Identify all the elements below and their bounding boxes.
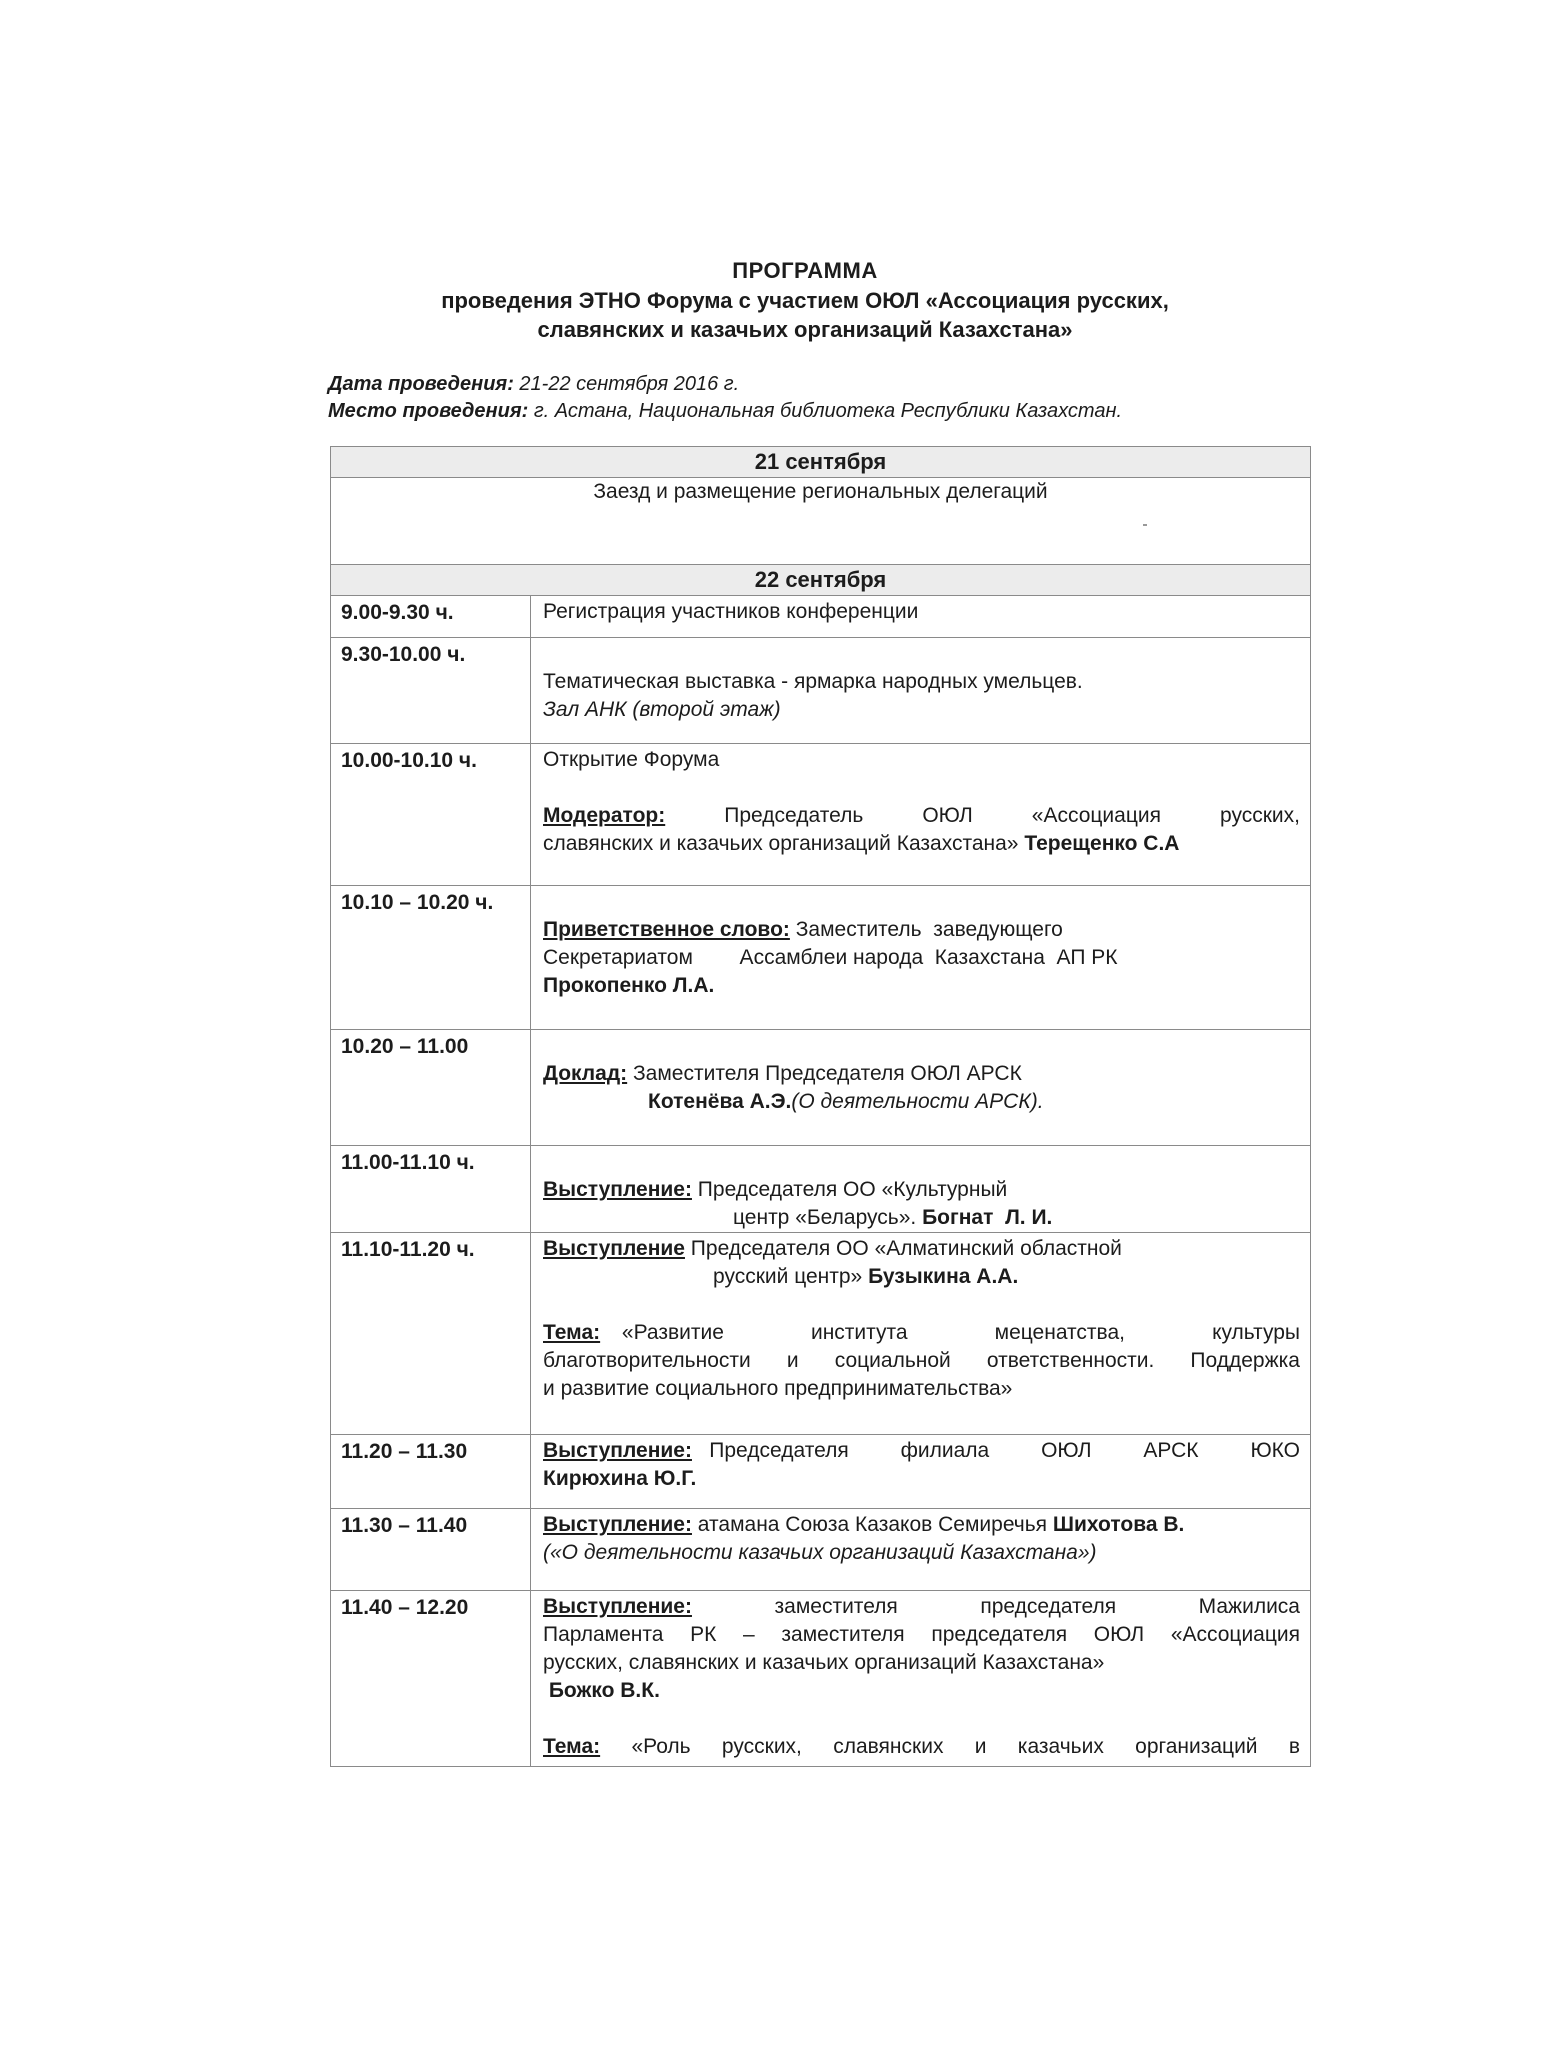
row-description <box>531 1146 1311 1233</box>
speaker-name: Терещенко С.А <box>1024 832 1180 855</box>
program-row <box>331 638 1311 744</box>
day1-title: 21 сентября <box>331 447 1311 478</box>
speaker-name: Прокопенко Л.А. <box>543 974 715 997</box>
speaker-name: Кирюхина Ю.Г. <box>543 1467 697 1490</box>
place-label: Место проведения: <box>328 400 529 422</box>
row-description <box>531 596 1311 638</box>
row-role-label: Выступление: <box>543 1513 692 1536</box>
program-row <box>331 1591 1311 1767</box>
day-header-row <box>331 565 1311 596</box>
row-description <box>531 886 1311 1030</box>
speaker-name: Бузыкина А.А. <box>868 1265 1019 1288</box>
row-location: Зал АНК (второй этаж) <box>543 698 781 721</box>
row-description <box>531 1509 1311 1591</box>
program-row <box>331 886 1311 1030</box>
subtitle-line-2: славянских и казачьих организаций Казахстана» <box>537 317 1073 342</box>
row-text: Председатель ОЮЛ «Ассоциация русских, <box>665 804 1300 827</box>
row-topic: «Развитие института меценатства, культуры <box>600 1321 1300 1344</box>
row-role-label: Выступление: <box>543 1178 692 1201</box>
row-note: (О деятельности АРСК). <box>791 1090 1044 1113</box>
speaker-name: Божко В.К. <box>543 1679 660 1702</box>
day2-title: 22 сентября <box>331 565 1311 596</box>
row-note: («О деятельности казачьих организаций Казахстана») <box>543 1541 1097 1564</box>
row-text: Тематическая выставка - ярмарка народных умельцев. <box>543 670 1083 693</box>
row-text: Открытие Форума <box>543 748 720 771</box>
row-topic: и развитие социального предпринимательства» <box>543 1377 1013 1400</box>
row-text: Председателя ОО «Культурный <box>691 1178 1008 1201</box>
row-time: 9.30-10.00 ч. <box>331 638 531 744</box>
program-row <box>331 1146 1311 1233</box>
row-description <box>531 1591 1311 1767</box>
program-table <box>330 446 1311 1767</box>
row-role-label: Выступление <box>543 1237 685 1260</box>
row-topic-label: Тема: <box>543 1735 601 1758</box>
row-description <box>531 1030 1311 1146</box>
row-topic: «Роль русских, славянских и казачьих организаций в <box>600 1735 1300 1758</box>
program-row <box>331 1509 1311 1591</box>
row-time: 10.00-10.10 ч. <box>331 744 531 886</box>
subtitle-line-1: проведения ЭТНО Форума с участием ОЮЛ «Ассоциация русских, <box>441 288 1169 313</box>
place-value: г. Астана, Национальная библиотека Республики Казахстан. <box>528 400 1123 422</box>
arrival-text: Заезд и размещение региональных делегаций <box>331 478 1311 565</box>
row-time: 10.10 – 10.20 ч. <box>331 886 531 1030</box>
row-description <box>531 744 1311 886</box>
row-text: Заместителя Председателя ОЮЛ АРСК <box>627 1062 1022 1085</box>
row-description <box>531 638 1311 744</box>
row-text: Секретариатом Ассамблеи народа Казахстана АП РК <box>543 946 1118 969</box>
row-text: атамана Союза Казаков Семиречья <box>691 1513 1053 1536</box>
row-text: Председателя ОО «Алматинский областной <box>684 1237 1122 1260</box>
document-header <box>330 256 1280 344</box>
row-time: 11.20 – 11.30 <box>331 1435 531 1509</box>
row-text: русский центр» <box>713 1265 869 1288</box>
row-text: славянских и казачьих организаций Казахстана» <box>543 832 1025 855</box>
arrival-row <box>331 478 1311 565</box>
program-row <box>331 1233 1311 1435</box>
place-line <box>328 398 1328 425</box>
row-time: 11.30 – 11.40 <box>331 1509 531 1591</box>
row-topic-label: Тема: <box>543 1321 601 1344</box>
date-value: 21-22 сентября 2016 г. <box>513 373 740 395</box>
row-role-label: Приветственное слово: <box>543 918 790 941</box>
row-time: 11.10-11.20 ч. <box>331 1233 531 1435</box>
program-row <box>331 596 1311 638</box>
date-label: Дата проведения: <box>328 373 514 395</box>
row-time: 9.00-9.30 ч. <box>331 596 531 638</box>
row-description <box>531 1435 1311 1509</box>
row-role-label: Доклад: <box>543 1062 628 1085</box>
speaker-name: Богнат Л. И. <box>922 1206 1053 1229</box>
row-text: заместителя председателя Мажилиса <box>691 1595 1300 1618</box>
program-row <box>331 1435 1311 1509</box>
row-role-label: Модератор: <box>543 804 666 827</box>
row-text: Председателя филиала ОЮЛ АРСК ЮКО <box>691 1439 1300 1462</box>
row-description <box>531 1233 1311 1435</box>
row-text: центр «Беларусь». <box>733 1206 923 1229</box>
row-time: 11.00-11.10 ч. <box>331 1146 531 1233</box>
page-title: ПРОГРАММА <box>732 258 878 283</box>
day-header-row <box>331 447 1311 478</box>
date-line <box>328 371 1328 398</box>
event-meta <box>328 371 1328 425</box>
row-text: Парламента РК – заместителя председателя ОЮЛ «Ассоциация <box>543 1623 1300 1646</box>
row-time: 11.40 – 12.20 <box>331 1591 531 1767</box>
row-role-label: Выступление: <box>543 1595 692 1618</box>
row-text: русских, славянских и казачьих организаций Казахстана» <box>543 1651 1105 1674</box>
row-text: Регистрация участников конференции <box>543 600 919 623</box>
row-topic: благотворительности и социальной ответственности. Поддержка <box>543 1349 1300 1372</box>
program-row <box>331 744 1311 886</box>
program-row <box>331 1030 1311 1146</box>
speaker-name: Котенёва А.Э. <box>648 1090 792 1113</box>
row-text: Заместитель заведующего <box>789 918 1063 941</box>
row-time: 10.20 – 11.00 <box>331 1030 531 1146</box>
scan-speck <box>1143 524 1147 526</box>
row-role-label: Выступление: <box>543 1439 692 1462</box>
speaker-name: Шихотова В. <box>1052 1513 1185 1536</box>
